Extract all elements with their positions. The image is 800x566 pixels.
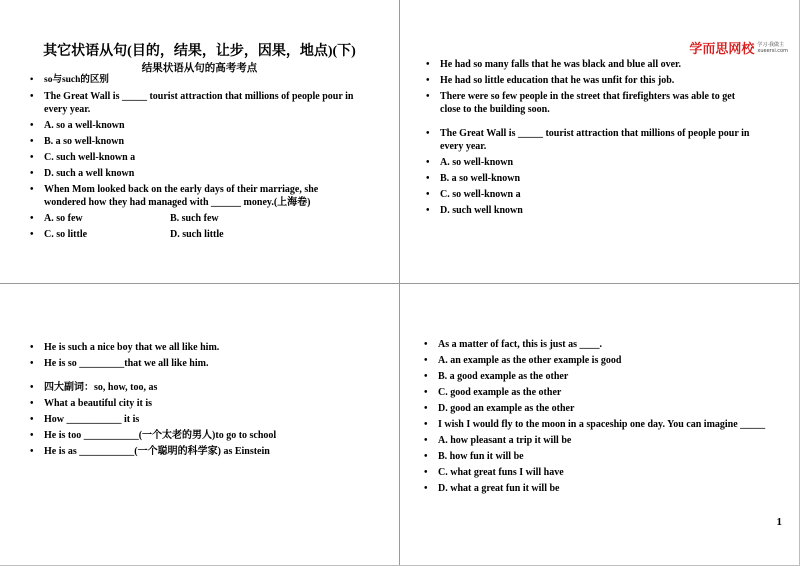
list-item: • When Mom looked back on the early days of their marriage, she wondered how they had managed with ______ money.(上海卷) [30,183,360,209]
logo-text: 学而思网校 [689,42,755,57]
list-item: • B. how fun it will be [424,450,774,463]
list-item: • C. so well-known a [426,188,756,201]
list-item: • D. good an example as the other [424,402,774,415]
list-item: • B. a so well-known [426,172,756,185]
question-list [424,338,774,498]
list-item: • He is so _________that we all like him. [30,357,370,370]
slide-bottom-left [0,284,399,566]
list-item: • C. what great funs I will have [424,466,774,479]
slide-title: 其它状语从句(目的，结果，让步，因果，地点)(下) [43,44,356,59]
brand-logo [689,38,788,57]
slide-top-right [400,0,800,283]
sentence-list [30,341,370,461]
options-row [30,212,360,225]
list-item: • D. such well known [426,204,756,217]
list-item: • A. so well-known [426,156,756,169]
logo-url: xueersi.com [757,47,788,54]
option-b: B. such few [170,213,219,224]
slide-top-left [0,0,399,283]
slide-bottom-right [400,284,800,566]
sentence-list [426,58,756,220]
list-item: • D. such a well known [30,167,360,180]
logo-slogan: 学习·我做主 [757,41,784,48]
list-item: • There were so few people in the street that firefighters was able to get close to the building soon. [426,90,756,116]
list-item: • C. such well-known a [30,151,360,164]
list-item: • B. a so well-known [30,135,360,148]
question-list [30,74,360,244]
list-item: • The Great Wall is _____ tourist attraction that millions of people pour in every year. [30,90,360,116]
list-item: • I wish I would fly to the moon in a spaceship one day. You can imagine _____ [424,418,774,431]
list-item: • He is as ___________(一个聪明的科学家) as Einstein [30,445,370,458]
list-item: • He had so many falls that he was black and blue all over. [426,58,756,71]
options-row [30,228,360,241]
list-item: • He is too ___________(一个太老的男人)to go to school [30,429,370,442]
list-item: • C. good example as the other [424,386,774,399]
list-item: • A. how pleasant a trip it will be [424,434,774,447]
option-a: A. so few [44,213,83,224]
list-item: • He is such a nice boy that we all like him. [30,341,370,354]
list-item: • How ___________ it is [30,413,370,426]
page-number: 1 [776,516,782,528]
list-item: • What a beautiful city it is [30,397,370,410]
list-item: • A. so a well-known [30,119,360,132]
list-item: • A. an example as the other example is good [424,354,774,367]
option-d: D. such little [170,229,224,240]
list-item: • As a matter of fact, this is just as ____. [424,338,774,351]
option-c: C. so little [44,229,88,240]
list-item: • He had so little education that he was unfit for this job. [426,74,756,87]
list-item: • 四大副词：so, how, too, as [30,381,370,394]
list-item: • The Great Wall is _____ tourist attraction that millions of people pour in every year. [426,127,756,153]
slide-subtitle: 结果状语从句的高考考点 [141,63,258,74]
list-item: • so与such的区别 [30,74,360,87]
list-item: • D. what a great fun it will be [424,482,774,495]
list-item: • B. a good example as the other [424,370,774,383]
